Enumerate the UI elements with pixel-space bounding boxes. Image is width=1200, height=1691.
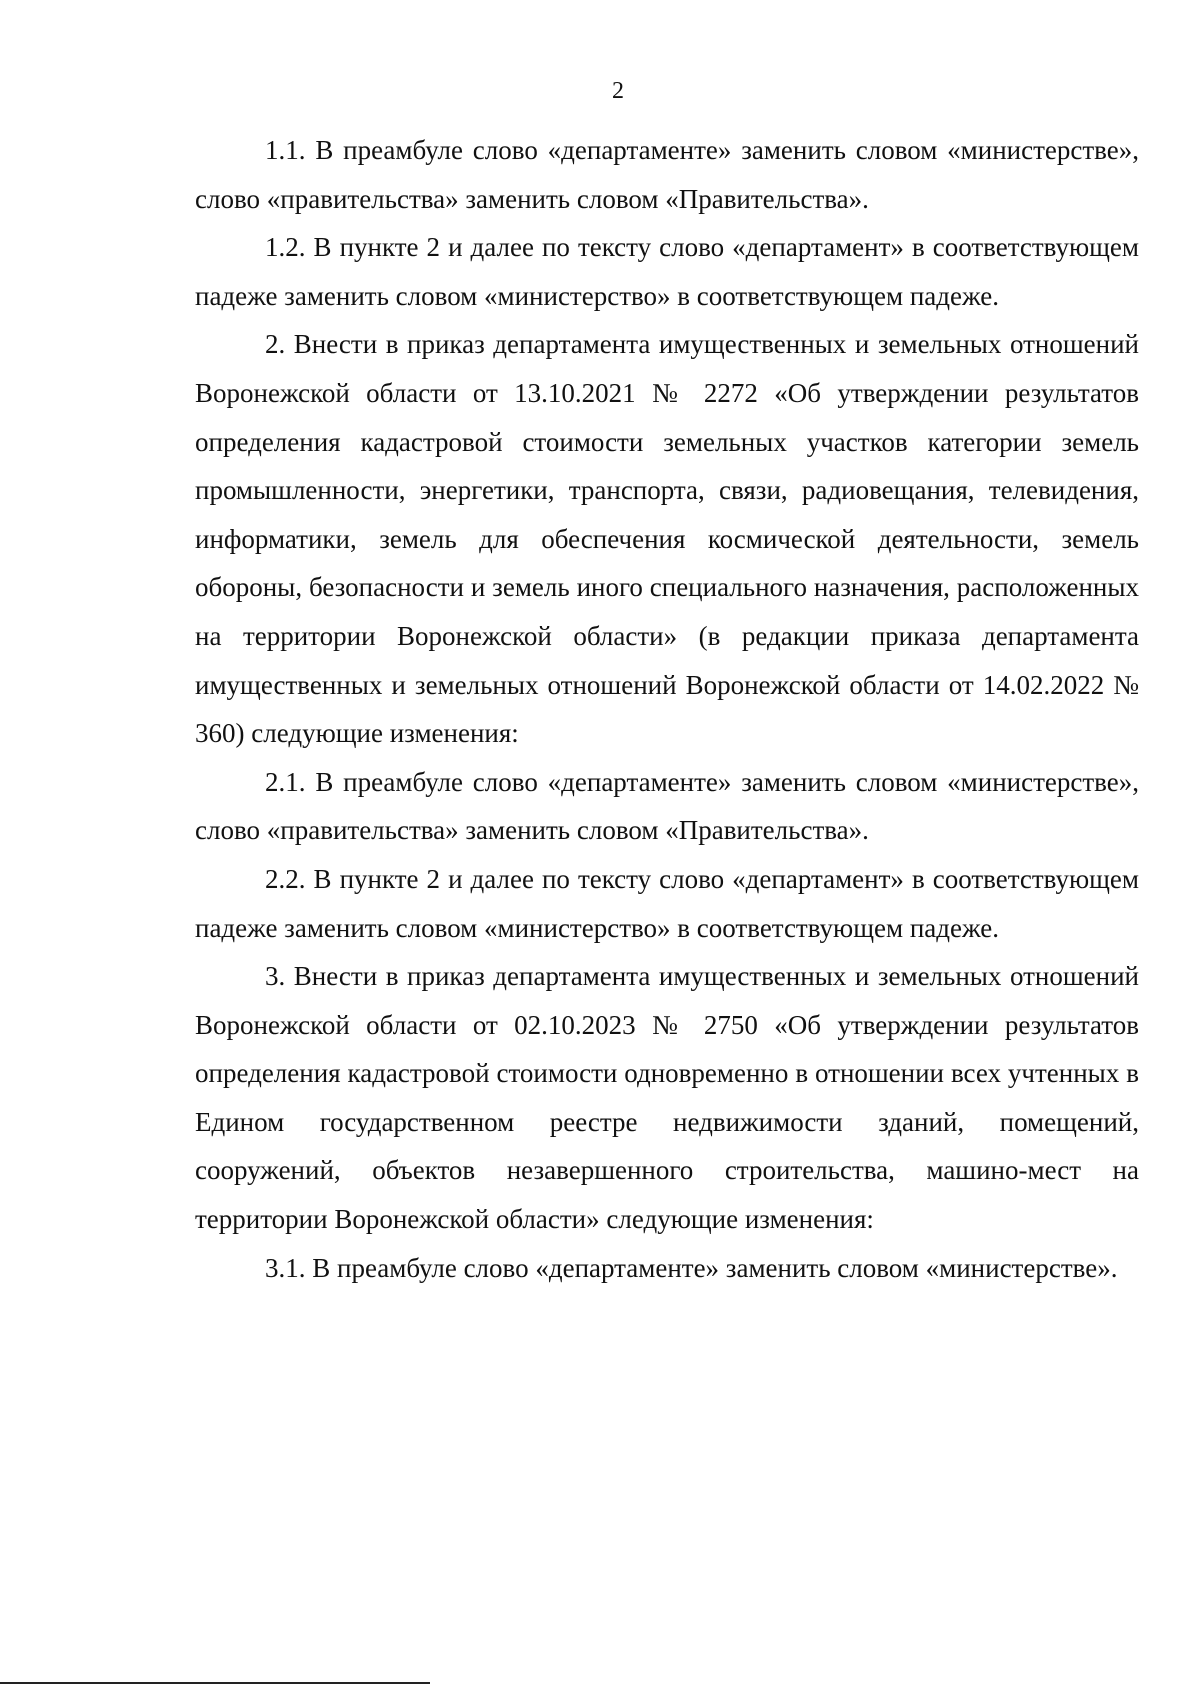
paragraph-2-1: 2.1. В преамбуле слово «департаменте» заменить словом «министерстве», слово «правительства» заменить словом «Правительства». [195,766,1139,846]
paragraph-1-1: 1.1. В преамбуле слово «департаменте» заменить словом «министерстве», слово «правительства» заменить словом «Правительства». [195,135,1139,214]
page-number: 2 [612,78,624,104]
footer-divider [0,1682,430,1684]
paragraph-2: 2. Внести в приказ департамента имущественных и земельных отношений Воронежской области от 13.10.2021 № 2272 «Об утверждении результатов определения кадастровой стоимости земельных участков категории земель промышленности, энергетики, транспорта, связи, радиовещания, телевидения, информатики, земель для обеспечения космической деятельности, земель обороны, безопасности и земель иного специального назначения, расположенных на территории Воронежской области» (в редакции приказа департамента имущественных и земельных отношений Воронежской области от 14.02.2022 № 360) следующие изменения: [195,329,1139,749]
paragraph-1-2: 1.2. В пункте 2 и далее по тексту слово «департамент» в соответствующем падеже заменить словом «министерство» в соответствующем падеже. [195,232,1139,311]
document-body [195,126,1139,1292]
paragraph-2-2: 2.2. В пункте 2 и далее по тексту слово «департамент» в соответствующем падеже заменить словом «министерство» в соответствующем падеже. [195,863,1139,943]
paragraph-3: 3. Внести в приказ департамента имущественных и земельных отношений Воронежской области от 02.10.2023 № 2750 «Об утверждении результатов определения кадастровой стоимости одновременно в отношении всех учтенных в Едином государственном реестре недвижимости зданий, помещений, сооружений, объектов незавершенного строительства, машино-мест на территории Воронежской области» следующие изменения: [195,961,1139,1235]
paragraph-3-1: 3.1. В преамбуле слово «департаменте» заменить словом «министерстве». [265,1252,1118,1283]
